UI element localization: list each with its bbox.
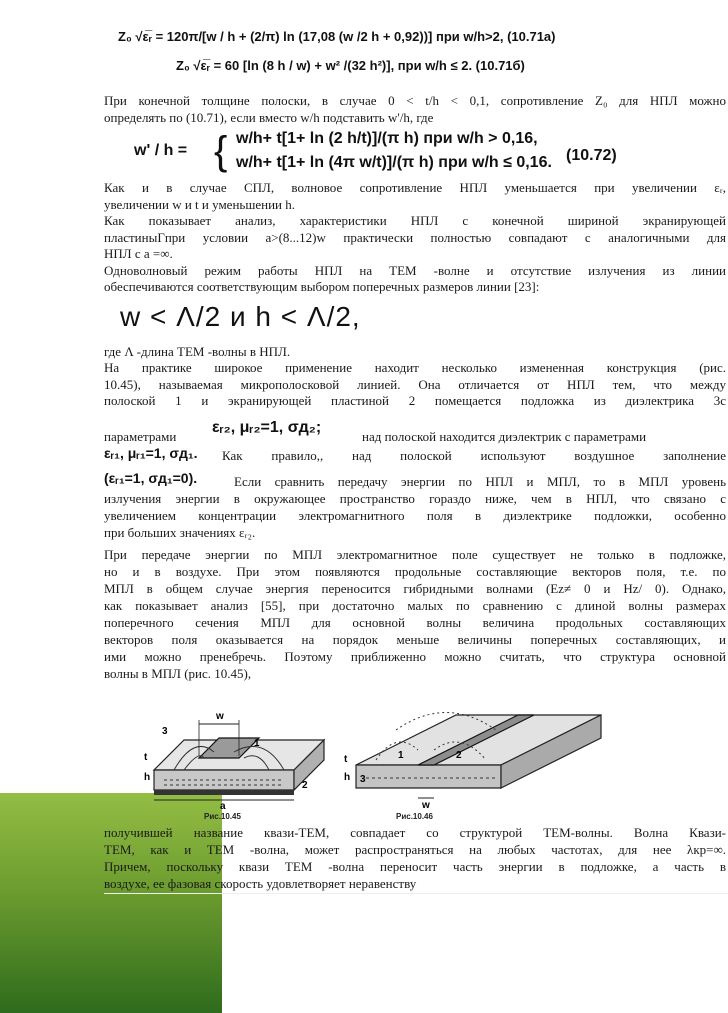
paragraph-line: волны в МПЛ (рис. 10.45), [104,666,252,681]
paragraph-line: пластиныГпри условии a>(8...12)w практически полностью совпадают с аналогичными для [104,230,726,245]
paragraph-line: полоской 1 и экранирующей пластиной 2 помещается подложка из диэлектрика 3с [104,393,726,408]
paragraph-line: определять по (10.71), если вместо w/h подставить w'/h, где [104,110,434,125]
paragraph-line: над полоской находится диэлектрик с параметрами [362,429,647,444]
formula-params-3: (εᵣ₁=1, σд₁=0). [104,470,198,486]
paragraph-line: параметрами [104,429,177,444]
label-h: h [144,772,151,783]
label-3: 3 [360,774,366,785]
paragraph-line: обеспечиваются соответствующим выбором поперечных размеров линии [23]: [104,279,540,294]
label-w: w [422,800,430,810]
paragraph-line: Причем, поскольку квази ТЕМ -волна переносит часть энергии в подложке, а часть в [104,859,726,874]
label-1: 1 [254,738,260,749]
paragraph-line: получившей название квази-ТЕМ, совпадает со структурой ТЕМ-волны. Волна Квази- [104,825,726,840]
paragraph-line: На практике широкое применение находит несколько измененная конструкция (рис. [104,360,726,375]
paragraph-line: 10.45), называемая микрополосковой линией. Она отличается от НПЛ тем, что между [104,377,726,392]
paragraph-line: НПЛ с a =∞. [104,246,173,261]
label-1: 1 [398,750,404,761]
paragraph-line: поперечного сечения МПЛ для основной волны величина продольных составляющих [104,615,726,630]
paragraph-line: При передаче энергии по МПЛ электромагнитное поле существует не только в подложке, [104,547,726,562]
paragraph-line: При конечной толщине полоски, в случае 0 < t/h < 0,1, сопротивление Z₀ для НПЛ можно [104,93,726,108]
paragraph-line: Как показывает анализ, характеристики НПЛ с конечной шириной экранирующей [104,213,726,228]
paragraph-line: Как правило,, над полоской используют воздушное заполнение [222,448,726,463]
label-t: t [344,754,348,765]
paragraph-line: где Λ -длина ТЕМ -волны в НПЛ. [104,344,291,359]
figure-caption: Рис.10.46 [396,812,433,821]
label-2: 2 [456,750,462,761]
label-a: a [220,801,226,810]
formula-brace: { [214,129,228,173]
formula-10-72-lhs: w' / h = [134,142,188,159]
label-3: 3 [162,726,168,737]
figure-caption: Рис.10.45 [204,812,241,821]
substrate-front [356,765,501,788]
page-edge [104,893,728,894]
paragraph-line: ТЕМ, как и ТЕМ -волна, может распространяться на любых частотах, для нее λкр=∞. [104,842,726,857]
ground-plane [154,790,294,795]
formula-params-1: εᵣ₁, μᵣ₁=1, σд₁. [104,445,198,461]
formula-condition: w < Λ/2 и h < Λ/2, [120,301,361,332]
paragraph-line: как показывает анализ [55], при достаточно малых по сравнению с длиной волны размерах [104,598,726,613]
label-t: t [144,752,148,763]
figure-10-46 [336,690,616,810]
formula-10-71b: Z₀ √ε̅ᵣ = 60 [ln (8 h / w) + w² /(32 h²)], при w/h ≤ 2. (10.71б) [176,58,525,73]
formula-params-2: εᵣ₂, μᵣ₂=1, σд₂; [212,419,322,436]
label-h: h [344,772,351,783]
document-page [104,0,728,1013]
formula-10-72-line2: w/h+ t[1+ ln (4π w/t)]/(π h) при w/h ≤ 0,16. [236,154,552,171]
paragraph-line: Если сравнить передачу энергии по НПЛ и МПЛ, то в МПЛ уровень [234,474,726,489]
formula-10-71a: Z₀ √ε̅ᵣ = 120π/[w / h + (2/π) ln (17,08 (w /2 h + 0,92))] при w/h>2, (10.71a) [118,29,556,44]
paragraph-line: воздухе, ее фазовая скорость удовлетворяет неравенству [104,876,417,891]
paragraph-line: МПЛ в общем случае энергия переносится гибридными волнами (Ez≠ 0 и Hz/ 0). Однако, [104,581,726,596]
paragraph-line: но и в воздухе. При этом появляются продольные составляющие векторов поля, т.е. по [104,564,726,579]
paragraph-line: Как и в случае СПЛ, волновое сопротивление НПЛ уменьшается при увеличении εᵣ, [104,180,726,195]
paragraph-line: Одноволновый режим работы НПЛ на ТЕМ -волне и отсутствие излучения из линии [104,263,726,278]
paragraph-line: при больших значениях εᵣ₂. [104,525,256,540]
formula-10-72-line1: w/h+ t[1+ ln (2 h/t)]/(π h) при w/h > 0,16, [236,130,538,147]
label-2: 2 [302,780,308,791]
paragraph-line: излучения энергии в окружающее пространство гораздо ниже, чем в НПЛ, что связано с [104,491,726,506]
paragraph-line: ими можно пренебречь. Поэтому приближенно можно считать, что структура основной [104,649,726,664]
paragraph-line: векторов поля оказывается на порядок меньше величины поперечных составляющих, и [104,632,726,647]
paragraph-line: увеличением концентрации электромагнитного поля в диэлектрике подложки, особенно [104,508,726,523]
paragraph-line: увеличении w и t и уменьшении h. [104,197,295,212]
label-w: w [216,711,224,722]
figure-10-45 [144,690,334,810]
formula-10-72-number: (10.72) [566,147,617,164]
